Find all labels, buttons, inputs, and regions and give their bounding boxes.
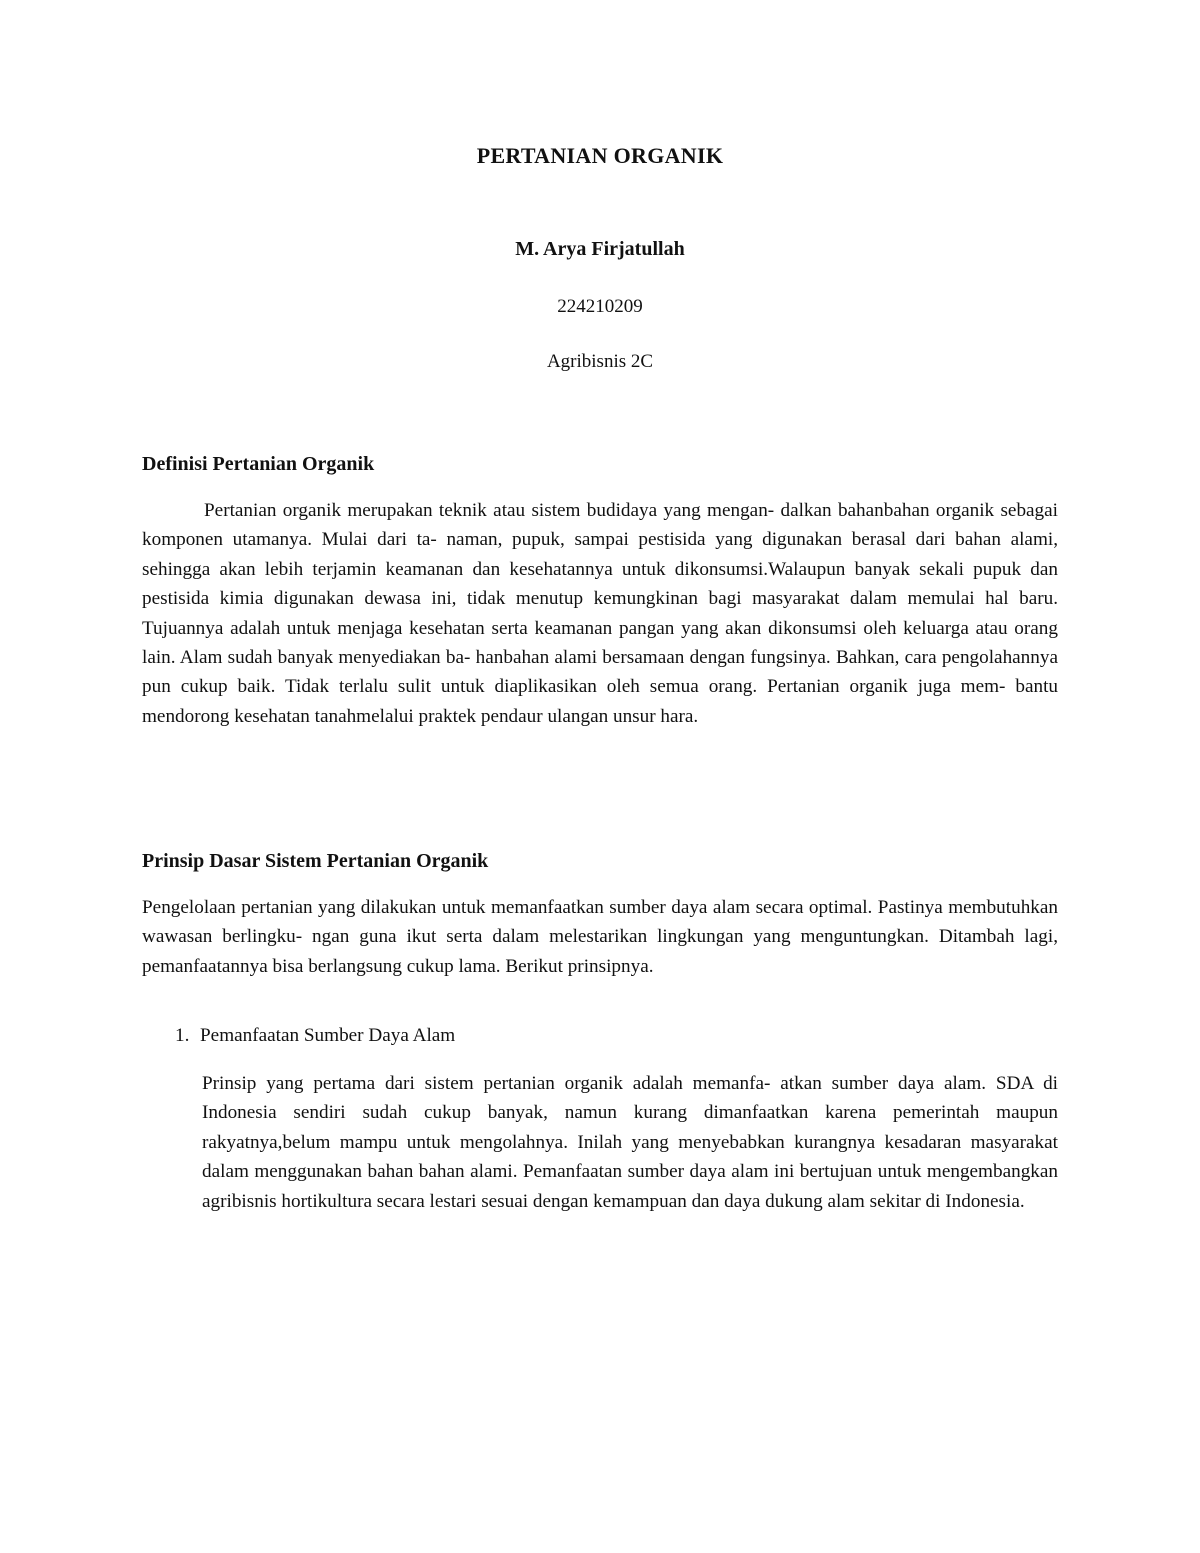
section-paragraph-definisi: Pertanian organik merupakan teknik atau sistem budidaya yang mengan- dalkan bahanbahan organik sebagai komponen utamanya. Mulai dari ta- naman, pupuk, sampai pestisida yang digunakan berasal dari bahan alami, sehingga akan lebih terjamin keamanan dan kesehatannya untuk dikonsumsi.Walaupun banyak sekali pupuk dan pestisida kimia digunakan dewasa ini, tidak menutup kemungkinan bagi masyarakat dalam memulai hal baru. Tujuannya adalah untuk menjaga kesehatan serta keamanan pangan yang akan dikonsumsi oleh keluarga atau orang lain. Alam sudah banyak menyediakan ba- hanbahan alami bersamaan dengan fungsinya. Bahkan, cara pengolahannya pun cukup baik. Tidak terlalu sulit untuk diaplikasikan oleh semua orang. Pertanian organik juga mem- bantu mendorong kesehatan tanahmelalui praktek pendaur ulangan unsur hara. bbox=[142, 500, 1058, 727]
student-id: 224210209 bbox=[557, 296, 643, 317]
list-item-paragraph: Prinsip yang pertama dari sistem pertanian organik adalah memanfa- atkan sumber daya alam. SDA di Indonesia sendiri sudah cukup banyak, namun kurang dimanfaatkan karena pemerintah maupun rakyatnya,belum mampu untuk mengolahnya. Inilah yang menyebabkan kurangnya kesadaran masyarakat dalam menggunakan bahan bahan alami. Pemanfaatan sumber daya alam ini bertujuan untuk mengembangkan agribisnis hortikultura secara lestari sesuai dengan kemampuan dan daya dukung alam sekitar di Indonesia. bbox=[202, 1073, 1058, 1212]
list-item-label: Pemanfaatan Sumber Daya Alam bbox=[200, 1025, 456, 1046]
author-name: M. Arya Firjatullah bbox=[515, 238, 685, 260]
document-title: PERTANIAN ORGANIK bbox=[476, 143, 724, 168]
section-heading-prinsip: Prinsip Dasar Sistem Pertanian Organik bbox=[142, 850, 489, 872]
class-name: Agribisnis 2C bbox=[546, 351, 654, 372]
list-item-number: 1. bbox=[175, 1025, 190, 1046]
section-paragraph-prinsip: Pengelolaan pertanian yang dilakukan untuk memanfaatkan sumber daya alam secara optimal. Pastinya membutuhkan wawasan berlingku- ngan guna ikut serta dalam melestarikan lingkungan yang menguntungkan. Ditambah lagi, pemanfaatannya bisa berlangsung cukup lama. Berikut prinsipnya. bbox=[142, 897, 1058, 977]
list-item bbox=[175, 1025, 455, 1047]
section-heading-definisi: Definisi Pertanian Organik bbox=[142, 453, 375, 475]
